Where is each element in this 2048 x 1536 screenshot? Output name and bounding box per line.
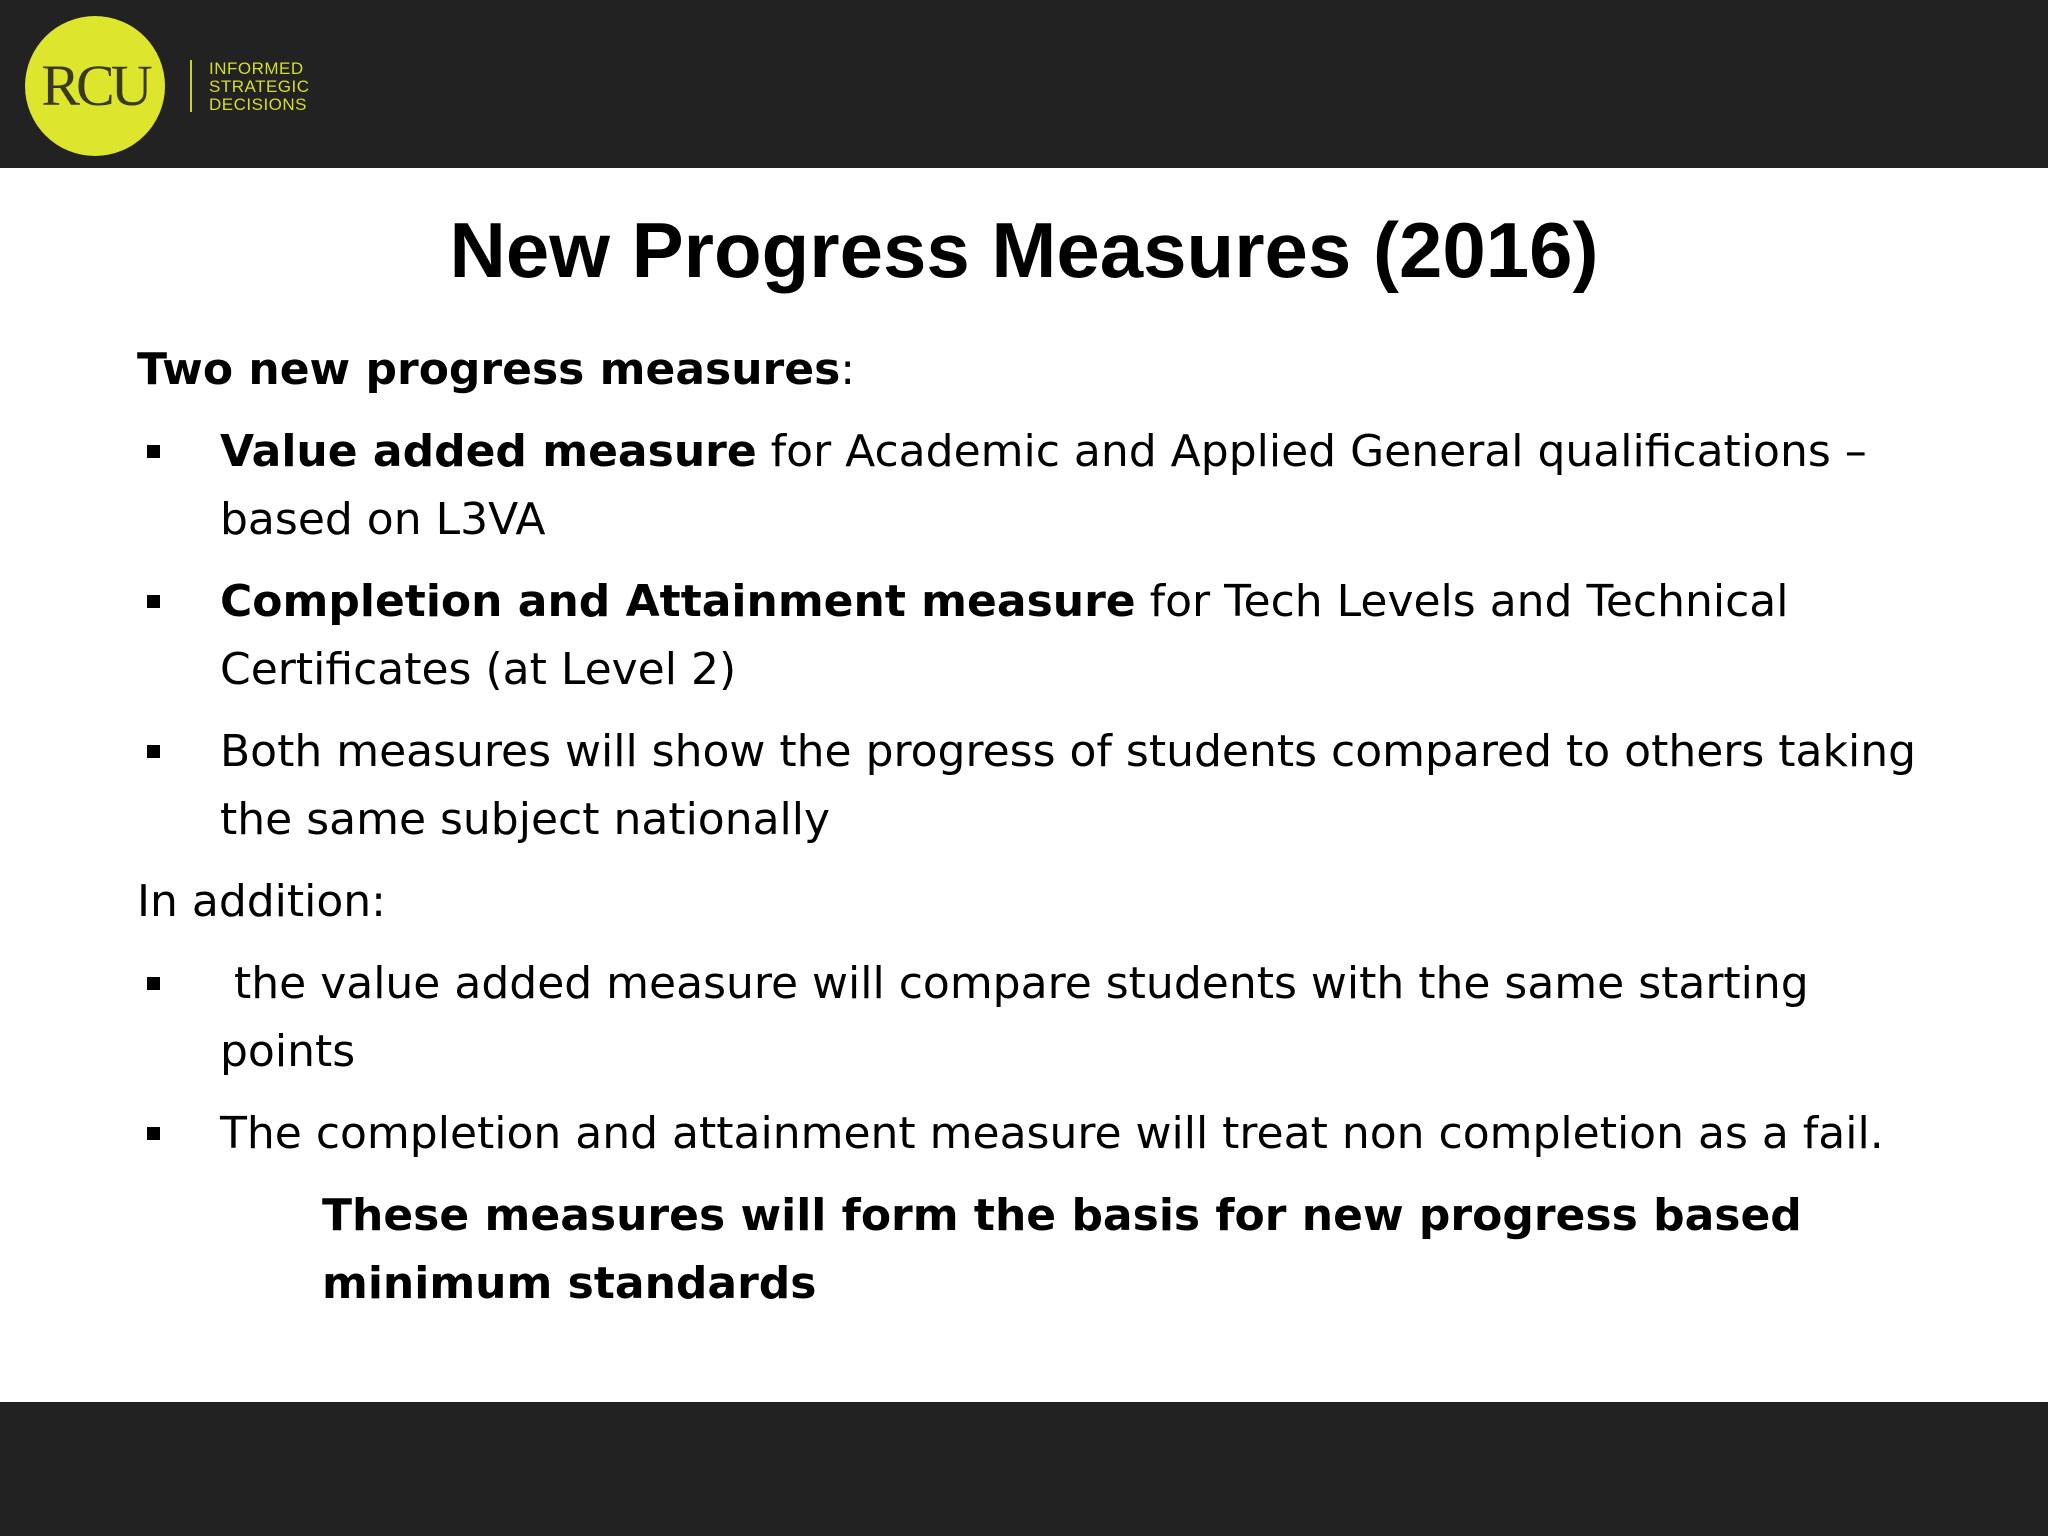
slide-title: New Progress Measures (2016) [449,206,1599,294]
footer-bar [0,1402,2048,1536]
bullet-item [137,718,1937,854]
bullet-bold: Value added measure [220,426,757,477]
logo-text: RCU [41,53,149,118]
bullet-text: the value added measure will compare students with the same starting points [220,958,1823,1077]
bullet-item [137,1100,1937,1168]
intro-colon: : [840,344,856,395]
bullet-item [137,418,1937,554]
intro-line [137,336,1937,404]
closing-statement: These measures will form the basis for new progress based minimum standards [322,1190,1802,1309]
bullet-text: The completion and attainment measure will treat non completion as a fail. [220,1108,1884,1159]
bullet-text: for Academic and Applied General qualifications – based on L3VA [220,426,1867,545]
tagline-line: DECISIONS [209,95,308,114]
tagline [209,60,310,114]
slide-content [137,336,1937,1318]
tagline-line: INFORMED [209,59,304,78]
bullet-square-icon [147,595,160,608]
bullet-text: Both measures will show the progress of students compared to others taking the same subject nationally [220,726,1917,845]
bullet-square-icon [147,977,160,990]
bullet-bold: Completion and Attainment measure [220,576,1136,627]
bullet-text: for Tech Levels and Technical Certificates (at Level 2) [220,576,1789,695]
bullet-item [137,950,1937,1086]
rcu-logo [25,16,165,156]
tagline-line: STRATEGIC [209,77,310,96]
bullet-square-icon [147,445,160,458]
intro-bold: Two new progress measures [137,344,841,395]
bullet-square-icon [147,1127,160,1140]
bullet-item [137,568,1937,704]
addition-heading: In addition: [137,876,387,927]
header-bar [0,0,2048,168]
bullet-square-icon [147,745,160,758]
logo-divider [190,60,192,112]
